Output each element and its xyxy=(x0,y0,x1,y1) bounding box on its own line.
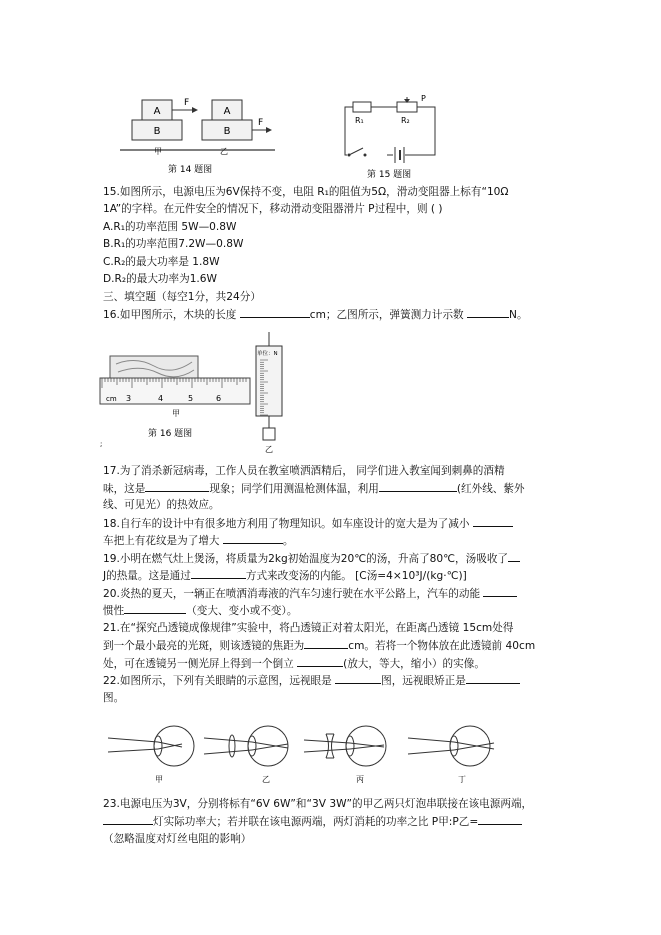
label-p: P xyxy=(421,95,426,103)
svg-text:3: 3 xyxy=(126,394,132,403)
ruler-unit: cm xyxy=(106,395,117,403)
q17-line3: 线、可见光）的热效应。 xyxy=(103,499,220,511)
eye-ding xyxy=(408,726,494,784)
fig14-caption: 第 14 题图 xyxy=(168,165,213,175)
q18-line2: 车把上有花纹是为了增大 。 xyxy=(103,532,294,549)
svg-text:B: B xyxy=(223,126,231,137)
hanging-weight xyxy=(263,428,275,440)
blank-q17-radiation[interactable] xyxy=(379,480,457,492)
q19-line1: 19.小明在燃气灶上煲汤，将质量为2kg初始温度为20℃的汤，升高了80℃，汤吸收了 xyxy=(103,550,520,567)
q15-option-d: D.R₂的最大功率为1.6W xyxy=(103,273,218,285)
blank-q16-force[interactable] xyxy=(467,306,509,318)
label-yi: 乙 xyxy=(265,445,273,454)
q15-option-a: A.R₁的功率范围 5W—0.8W xyxy=(103,221,237,233)
q17-line1: 17.为了消杀新冠病毒，工作人员在教室喷洒酒精后， 同学们进入教室闻到刺鼻的酒精 xyxy=(103,465,505,477)
blank-q23-ratio[interactable] xyxy=(478,813,522,825)
q19-line2: J的热量。这是通过 方式来改变汤的内能。 [C汤=4×10³J/(kg·℃)] xyxy=(103,567,467,584)
q15-option-b: B.R₁的功率范围7.2W—0.8W xyxy=(103,238,244,250)
q15-option-c: C.R₂的最大功率是 1.8W xyxy=(103,256,220,268)
figure-14 xyxy=(120,92,280,178)
label-r1: R₁ xyxy=(355,116,364,125)
label-bing: 丙 xyxy=(356,775,364,784)
q23-line3: （忽略温度对灯丝电阻的影响） xyxy=(103,833,252,845)
q21-line1: 21.在“探究凸透镜成像规律”实验中，将凸透镜正对着太阳光，在距离凸透镜 15cm处得 xyxy=(103,622,514,634)
label-a: A xyxy=(153,106,161,117)
blank-q16-length[interactable] xyxy=(240,306,310,318)
blank-q20-inertia[interactable] xyxy=(124,602,186,614)
label-r2: R₂ xyxy=(401,116,410,125)
q23-line1: 23.电源电压为3V，分别将标有“6V 6W”和“3V 3W”的甲乙两只灯泡串联接在该电源两端， xyxy=(103,798,533,810)
figure-22-eyes xyxy=(108,716,528,788)
label-jia: 甲 xyxy=(154,147,162,156)
blank-q21-image[interactable] xyxy=(297,655,343,667)
svg-text:F: F xyxy=(258,118,264,128)
q16-line: 16.如甲图所示，木块的长度 cm；乙图所示，弹簧测力计示数 N。 xyxy=(103,306,528,323)
resistor-r1 xyxy=(353,102,371,112)
eye-jia xyxy=(108,726,194,784)
q20-line2: 惯性 （变大、变小或不变）。 xyxy=(103,602,297,619)
fig16-caption: 第 16 题图 xyxy=(148,429,193,439)
resistor-r2 xyxy=(397,102,417,112)
blank-q23-lamp[interactable] xyxy=(103,813,153,825)
stray-mark: ; xyxy=(100,440,103,448)
section-3-heading: 三、填空题（每空1分，共24分） xyxy=(103,291,261,303)
ruler xyxy=(100,378,250,404)
svg-text:A: A xyxy=(223,106,231,117)
label-jia: 甲 xyxy=(172,409,180,418)
label-b: B xyxy=(153,126,161,137)
blank-q19-heat[interactable] xyxy=(508,550,520,562)
label-yi: 乙 xyxy=(220,147,228,156)
scale-unit: 单位：N xyxy=(257,351,278,357)
blank-q20-kinetic[interactable] xyxy=(483,585,517,597)
q21-line3: 处，可在透镜另一侧光屏上得到一个倒立 (放大，等大，缩小）的实像。 xyxy=(103,655,485,672)
blank-q18-reduce[interactable] xyxy=(473,515,513,527)
blank-q21-focal[interactable] xyxy=(304,637,348,649)
svg-text:6: 6 xyxy=(216,394,222,403)
q23-line2: 灯实际功率大；若并联在该电源两端，两灯消耗的功率之比 P甲:P乙= xyxy=(103,813,522,830)
q22-line1: 22.如图所示，下列有关眼睛的示意图，远视眼是 图，远视眼矫正是 xyxy=(103,672,520,689)
svg-text:4: 4 xyxy=(158,394,164,403)
blank-q22-correct[interactable] xyxy=(466,672,520,684)
q21-line2: 到一个最小最亮的光斑，则该透镜的焦距为 cm。若将一个物体放在此透镜前 40cm xyxy=(103,637,535,654)
q17-line2: 味，这是 现象；同学们用测温枪测体温，利用 (红外线、紫外 xyxy=(103,480,525,497)
eye-yi xyxy=(204,726,288,784)
label-yi: 乙 xyxy=(262,775,270,784)
fig15-caption: 第 15 题图 xyxy=(367,170,412,180)
figure-16 xyxy=(96,328,296,454)
label-f: F xyxy=(184,98,190,108)
q15-stem-line2: 1A”的字样。在元件安全的情况下，移动滑动变阻器滑片 P过程中，则 ( ) xyxy=(103,203,443,215)
blank-q18-increase[interactable] xyxy=(223,532,283,544)
blank-q19-method[interactable] xyxy=(191,567,246,579)
q22-line2: 图。 xyxy=(103,692,125,704)
label-ding: 丁 xyxy=(458,775,466,784)
eye-bing xyxy=(304,726,386,784)
q20-line1: 20.炎热的夏天，一辆正在喷洒消毒液的汽车匀速行驶在水平公路上，汽车的动能 xyxy=(103,585,517,602)
q15-stem-line1: 15.如图所示，电源电压为6V保持不变，电阻 R₁的阻值为5Ω，滑动变阻器上标有“10Ω xyxy=(103,186,509,198)
blank-q17-phenomenon[interactable] xyxy=(145,480,209,492)
figure-15 xyxy=(335,95,450,180)
label-jia: 甲 xyxy=(155,775,163,784)
svg-text:5: 5 xyxy=(188,394,194,403)
blank-q22-far[interactable] xyxy=(335,672,381,684)
q18-line1: 18.自行车的设计中有很多地方利用了物理知识。如车座设计的宽大是为了减小 xyxy=(103,515,513,532)
